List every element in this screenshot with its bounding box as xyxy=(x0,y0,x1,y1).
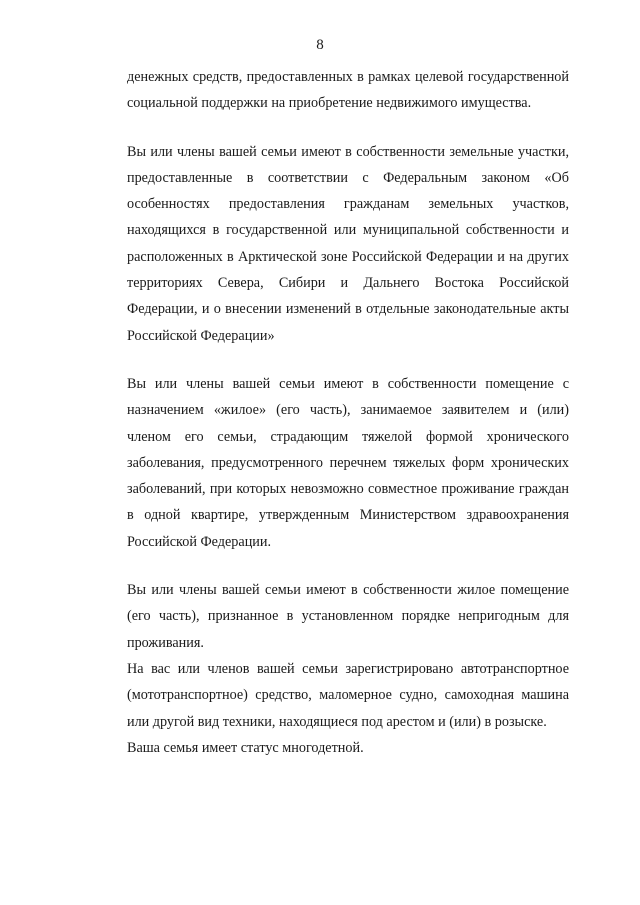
paragraph-large-family: Ваша семья имеет статус многодетной. xyxy=(127,739,364,756)
paragraph-land-plots: Вы или члены вашей семьи имеют в собственности земельные участки, предоставленные в соответствии с Федеральным законом «Об особенностях предоставления гражданам земельных участков, находящихся в государственной или муниципальной собственности и расположенных в Арктической зоне Российской Федерации и на других территориях Севера, Сибири и Дальнего Востока Российской Федерации, и о внесении изменений в отдельные законодательные акты Российской Федерации» xyxy=(127,143,569,344)
paragraph-housing-chronic-disease: Вы или члены вашей семьи имеют в собственности помещение с назначением «жилое» (его часть), занимаемое заявителем и (или) членом его семьи, страдающим тяжелой формой хронического заболевания, предусмотренного перечнем тяжелых форм хронических заболеваний, при которых невозможно совместное проживание граждан в одной квартире, утвержденным Министерством здравоохранения Российской Федерации. xyxy=(127,375,569,550)
paragraph-unfit-housing: Вы или члены вашей семьи имеют в собственности жилое помещение (его часть), признанное в установленном порядке непригодным для проживания. xyxy=(127,582,569,651)
page-number: 8 xyxy=(316,37,324,53)
paragraph-real-estate-support: денежных средств, предоставленных в рамках целевой государственной социальной поддержки на приобретение недвижимого имущества. xyxy=(127,69,569,112)
paragraph-vehicle-arrest: На вас или членов вашей семьи зарегистрировано автотранспортное (мототранспортное) средство, маломерное судно, самоходная машина или другой вид техники, находящиеся под арестом и (или) в розыске. xyxy=(127,660,569,730)
document-body xyxy=(127,64,569,761)
